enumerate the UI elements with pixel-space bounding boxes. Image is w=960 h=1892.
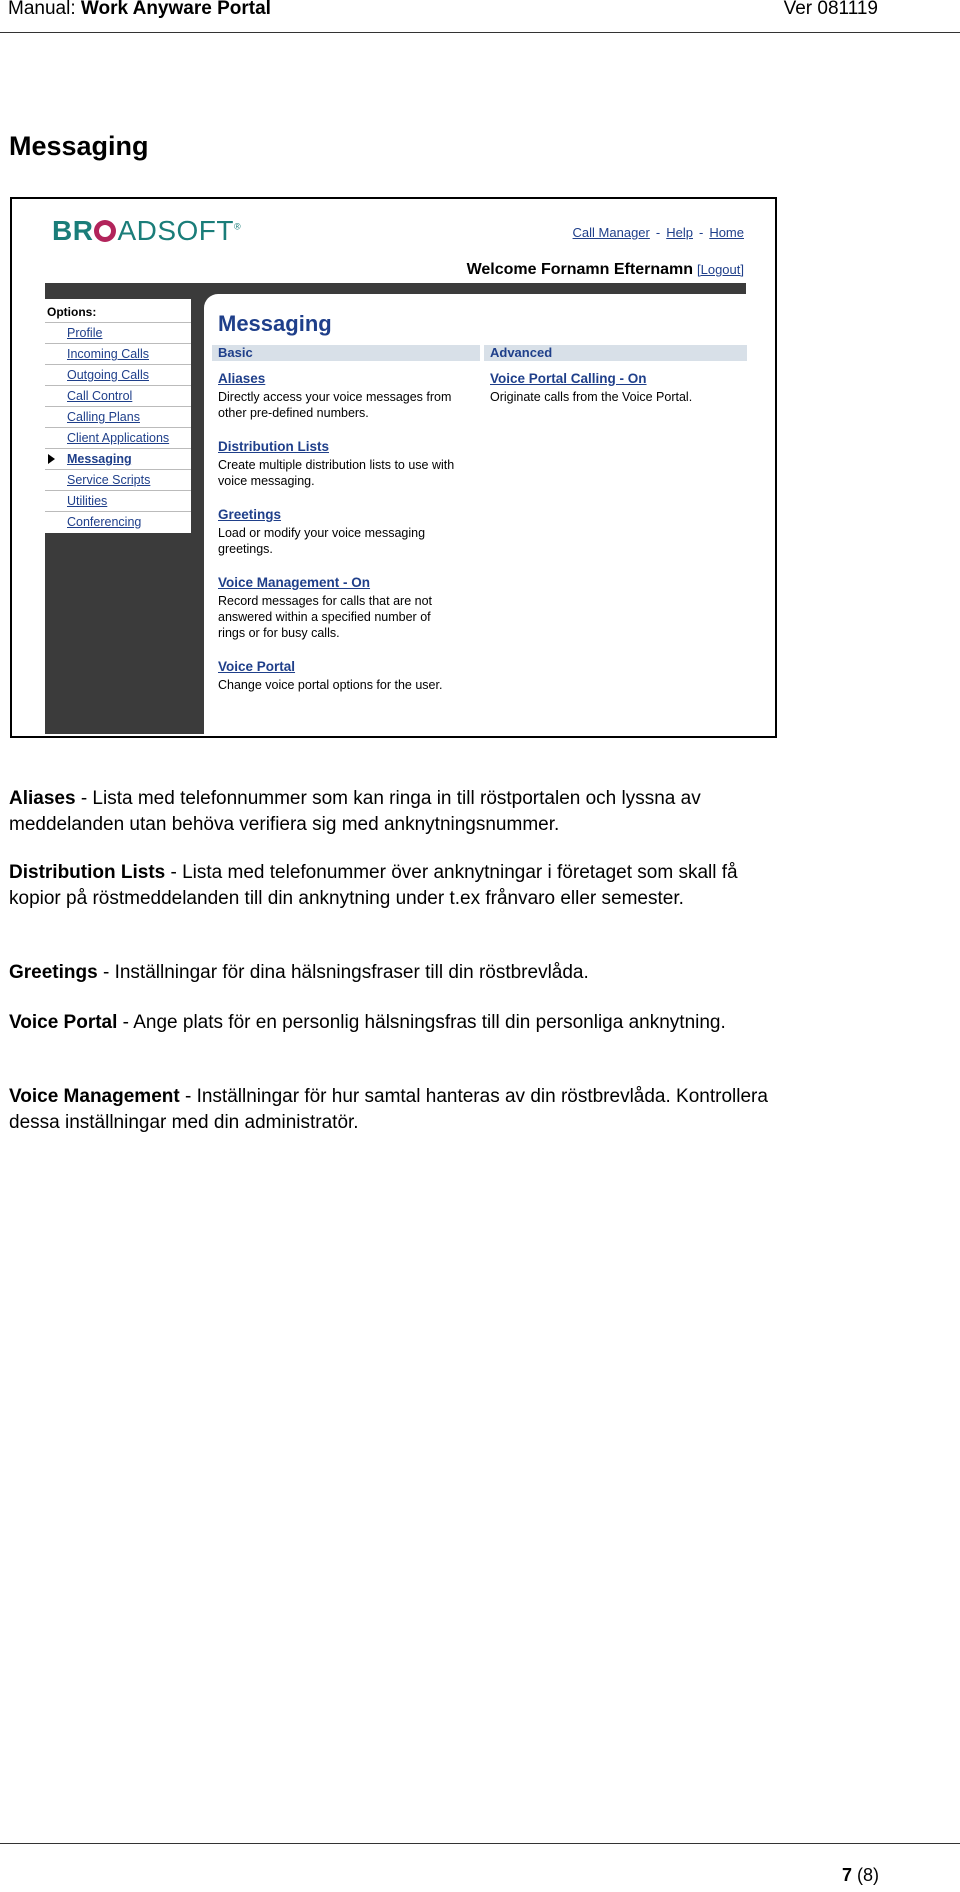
logo-star-icon xyxy=(94,220,116,242)
current-arrow-icon xyxy=(48,454,55,464)
text-voice-portal: - Ange plats för en personlig hälsningsfras till din personliga anknytning. xyxy=(117,1012,726,1033)
logo-text-2: ADSOFT xyxy=(117,215,235,246)
text-voice-management: - Inställningar för hur samtal hanteras av din röstbrevlåda. Kontrollera dessa inställningar med din administratör. xyxy=(9,1086,768,1133)
manual-name: Work Anyware Portal xyxy=(80,0,271,19)
link-separator: - xyxy=(698,225,704,240)
text-aliases: - Lista med telefonnummer som kan ringa in till röstportalen och lyssna av meddelanden utan behöva verifiera sig med anknytningsnummer. xyxy=(9,788,701,835)
help-link[interactable]: Help xyxy=(666,225,693,240)
sidebar-item-utilities[interactable] xyxy=(45,490,191,511)
section-title: Messaging xyxy=(9,131,149,161)
sidebar-item-client-applications[interactable] xyxy=(45,427,191,448)
logout-link[interactable]: [Logout] xyxy=(697,262,744,277)
sidebar-item-profile[interactable] xyxy=(45,322,191,343)
greetings-desc: Load or modify your voice messaging greetings. xyxy=(218,526,426,556)
page-heading: Messaging xyxy=(218,311,332,336)
voice-portal-calling-item xyxy=(490,371,750,405)
term-distribution-lists: Distribution Lists xyxy=(9,862,166,883)
page-current: 7 xyxy=(841,1865,852,1885)
voice-portal-calling-link[interactable]: Voice Portal Calling - On xyxy=(490,371,647,386)
page-number xyxy=(842,1865,879,1886)
paragraph-aliases xyxy=(9,786,789,838)
distribution-lists-item xyxy=(218,439,480,489)
aliases-link[interactable]: Aliases xyxy=(218,371,266,386)
manual-title xyxy=(8,0,271,18)
text-distribution-lists: - Lista med telefonummer över anknytningar i företaget som skall få kopior på röstmeddelanden till din anknytning under t.ex frånvaro eller semester. xyxy=(9,862,738,909)
sidebar-item-label[interactable]: Incoming Calls xyxy=(67,347,149,361)
options-title: Options: xyxy=(47,305,97,319)
call-manager-link[interactable]: Call Manager xyxy=(572,225,650,240)
sidebar-item-conferencing[interactable] xyxy=(45,511,191,532)
home-link[interactable]: Home xyxy=(709,225,744,240)
top-band xyxy=(45,283,746,294)
sidebar-item-label[interactable]: Messaging xyxy=(67,452,132,466)
broadsoft-logo xyxy=(52,215,241,247)
sidebar-item-messaging[interactable] xyxy=(45,448,191,469)
options-menu xyxy=(45,299,191,533)
portal-screenshot xyxy=(10,197,777,738)
paragraph-distribution-lists xyxy=(9,860,789,912)
term-voice-management: Voice Management xyxy=(9,1086,180,1107)
options-list xyxy=(45,322,191,532)
sidebar-item-label[interactable]: Conferencing xyxy=(67,515,142,529)
sidebar-item-label[interactable]: Outgoing Calls xyxy=(67,368,149,382)
sidebar-item-service-scripts[interactable] xyxy=(45,469,191,490)
voice-management-link[interactable]: Voice Management - On xyxy=(218,575,371,590)
sidebar-item-outgoing-calls[interactable] xyxy=(45,364,191,385)
basic-column-header: Basic xyxy=(212,345,480,361)
greetings-item xyxy=(218,507,480,557)
version-label: Ver 081119 xyxy=(783,0,878,19)
top-links xyxy=(573,225,744,240)
voice-portal-item xyxy=(218,659,480,693)
term-voice-portal: Voice Portal xyxy=(9,1012,118,1033)
aliases-desc: Directly access your voice messages from other pre-defined numbers. xyxy=(218,390,452,420)
logo-reg: ® xyxy=(234,221,242,232)
voice-portal-link[interactable]: Voice Portal xyxy=(218,659,296,674)
page-total: (8) xyxy=(857,1865,879,1885)
voice-management-item xyxy=(218,575,480,641)
voice-management-desc: Record messages for calls that are not answered within a specified number of rings or for busy calls. xyxy=(218,594,432,640)
welcome-message xyxy=(467,261,744,279)
paragraph-voice-management xyxy=(9,1084,789,1136)
aliases-item xyxy=(218,371,480,421)
voice-portal-desc: Change voice portal options for the user. xyxy=(218,678,443,692)
sidebar-item-label[interactable]: Profile xyxy=(67,326,103,340)
paragraph-voice-portal xyxy=(9,1010,789,1036)
sidebar-item-calling-plans[interactable] xyxy=(45,406,191,427)
welcome-text: Welcome Fornamn Efternamn xyxy=(466,261,693,278)
sidebar-item-label[interactable]: Utilities xyxy=(67,494,108,508)
greetings-link[interactable]: Greetings xyxy=(218,507,282,522)
advanced-column-header: Advanced xyxy=(484,345,747,361)
sidebar-item-label[interactable]: Calling Plans xyxy=(67,410,140,424)
page-header xyxy=(0,0,960,33)
paragraph-greetings xyxy=(9,960,789,986)
link-separator: - xyxy=(655,225,661,240)
term-greetings: Greetings xyxy=(9,962,98,983)
logo-text-1: BR xyxy=(52,215,94,246)
sidebar-item-label[interactable]: Service Scripts xyxy=(67,473,151,487)
distribution-lists-desc: Create multiple distribution lists to use with voice messaging. xyxy=(218,458,455,488)
sidebar-item-label[interactable]: Client Applications xyxy=(67,431,170,445)
term-aliases: Aliases xyxy=(9,788,76,809)
sidebar-item-incoming-calls[interactable] xyxy=(45,343,191,364)
manual-prefix: Manual: xyxy=(8,0,81,19)
sidebar-item-label[interactable]: Call Control xyxy=(67,389,133,403)
footer-rule xyxy=(0,1843,960,1844)
sidebar-item-call-control[interactable] xyxy=(45,385,191,406)
distribution-lists-link[interactable]: Distribution Lists xyxy=(218,439,329,454)
voice-portal-calling-desc: Originate calls from the Voice Portal. xyxy=(490,390,693,404)
text-greetings: - Inställningar för dina hälsningsfraser till din röstbrevlåda. xyxy=(97,962,589,983)
